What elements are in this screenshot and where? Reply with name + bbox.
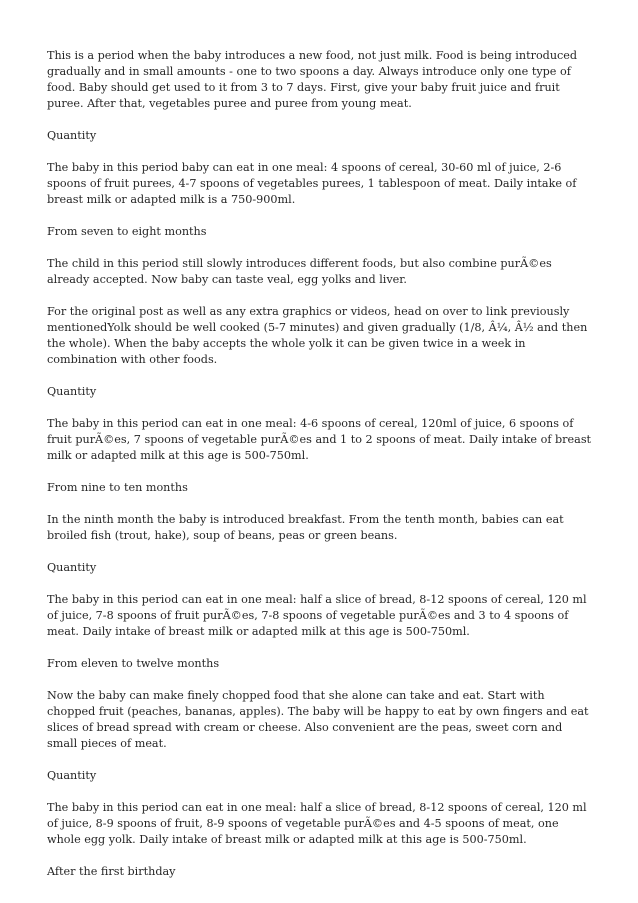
- section-heading-quantity: Quantity: [47, 385, 97, 398]
- section-heading-after-first-birthday: After the first birthday: [47, 865, 176, 878]
- nine-ten-months-paragraph: In the ninth month the baby is introduced breakfast. From the tenth month, babies can eat broiled fish (trout, hake), soup of beans, peas or green beans.: [47, 513, 564, 542]
- quantity-paragraph-nine-ten: The baby in this period can eat in one meal: half a slice of bread, 8-12 spoons of cereal, 120 ml of juice, 7-8 spoons of fruit purÃ©es, 7-8 spoons of vegetable purÃ©es and 3 to 4 spoons of meat. Daily intake of breast milk or adapted milk at this age is 500-750ml.: [47, 593, 587, 638]
- section-heading-nine-ten-months: From nine to ten months: [47, 481, 188, 494]
- section-heading-eleven-twelve-months: From eleven to twelve months: [47, 657, 220, 670]
- document-page: [47, 48, 592, 896]
- eleven-twelve-months-paragraph: Now the baby can make finely chopped food that she alone can take and eat. Start with chopped fruit (peaches, bananas, apples). The baby will be happy to eat by own fingers and eat slices of bread spread with cream or cheese. Also convenient are the peas, sweet corn and small pieces of meat.: [47, 689, 589, 750]
- intro-paragraph: This is a period when the baby introduces a new food, not just milk. Food is being introduced gradually and in small amounts - one to two spoons a day. Always introduce only one type of food. Baby should get used to it from 3 to 7 days. First, give your baby fruit juice and fruit puree. After that, vegetables puree and puree from young meat.: [47, 49, 578, 110]
- seven-eight-months-paragraph: The child in this period still slowly introduces different foods, but also combine purÃ©es already accepted. Now baby can taste veal, egg yolks and liver.: [47, 257, 552, 286]
- quantity-paragraph-eleven-twelve: The baby in this period can eat in one meal: half a slice of bread, 8-12 spoons of cereal, 120 ml of juice, 8-9 spoons of fruit, 8-9 spoons of vegetable purÃ©es and 4-5 spoons of meat, one whole egg yolk. Daily intake of breast milk or adapted milk at this age is 500-750ml.: [47, 801, 587, 846]
- quantity-paragraph-early: The baby in this period baby can eat in one meal: 4 spoons of cereal, 30-60 ml of juice, 2-6 spoons of fruit purees, 4-7 spoons of vegetables purees, 1 tablespoon of meat. Daily intake of breast milk or adapted milk is a 750-900ml.: [47, 161, 577, 206]
- section-heading-quantity: Quantity: [47, 561, 97, 574]
- section-heading-quantity: Quantity: [47, 129, 97, 142]
- yolk-paragraph: For the original post as well as any extra graphics or videos, head on over to link previously mentionedYolk should be well cooked (5-7 minutes) and given gradually (1/8, Â¼, Â½ and then the whole). When the baby accepts the whole yolk it can be given twice in a week in combination with other foods.: [47, 305, 588, 366]
- quantity-paragraph-seven-eight: The baby in this period can eat in one meal: 4-6 spoons of cereal, 120ml of juice, 6 spoons of fruit purÃ©es, 7 spoons of vegetable purÃ©es and 1 to 2 spoons of meat. Daily intake of breast milk or adapted milk at this age is 500-750ml.: [47, 417, 592, 462]
- section-heading-quantity: Quantity: [47, 769, 97, 782]
- section-heading-seven-eight-months: From seven to eight months: [47, 225, 207, 238]
